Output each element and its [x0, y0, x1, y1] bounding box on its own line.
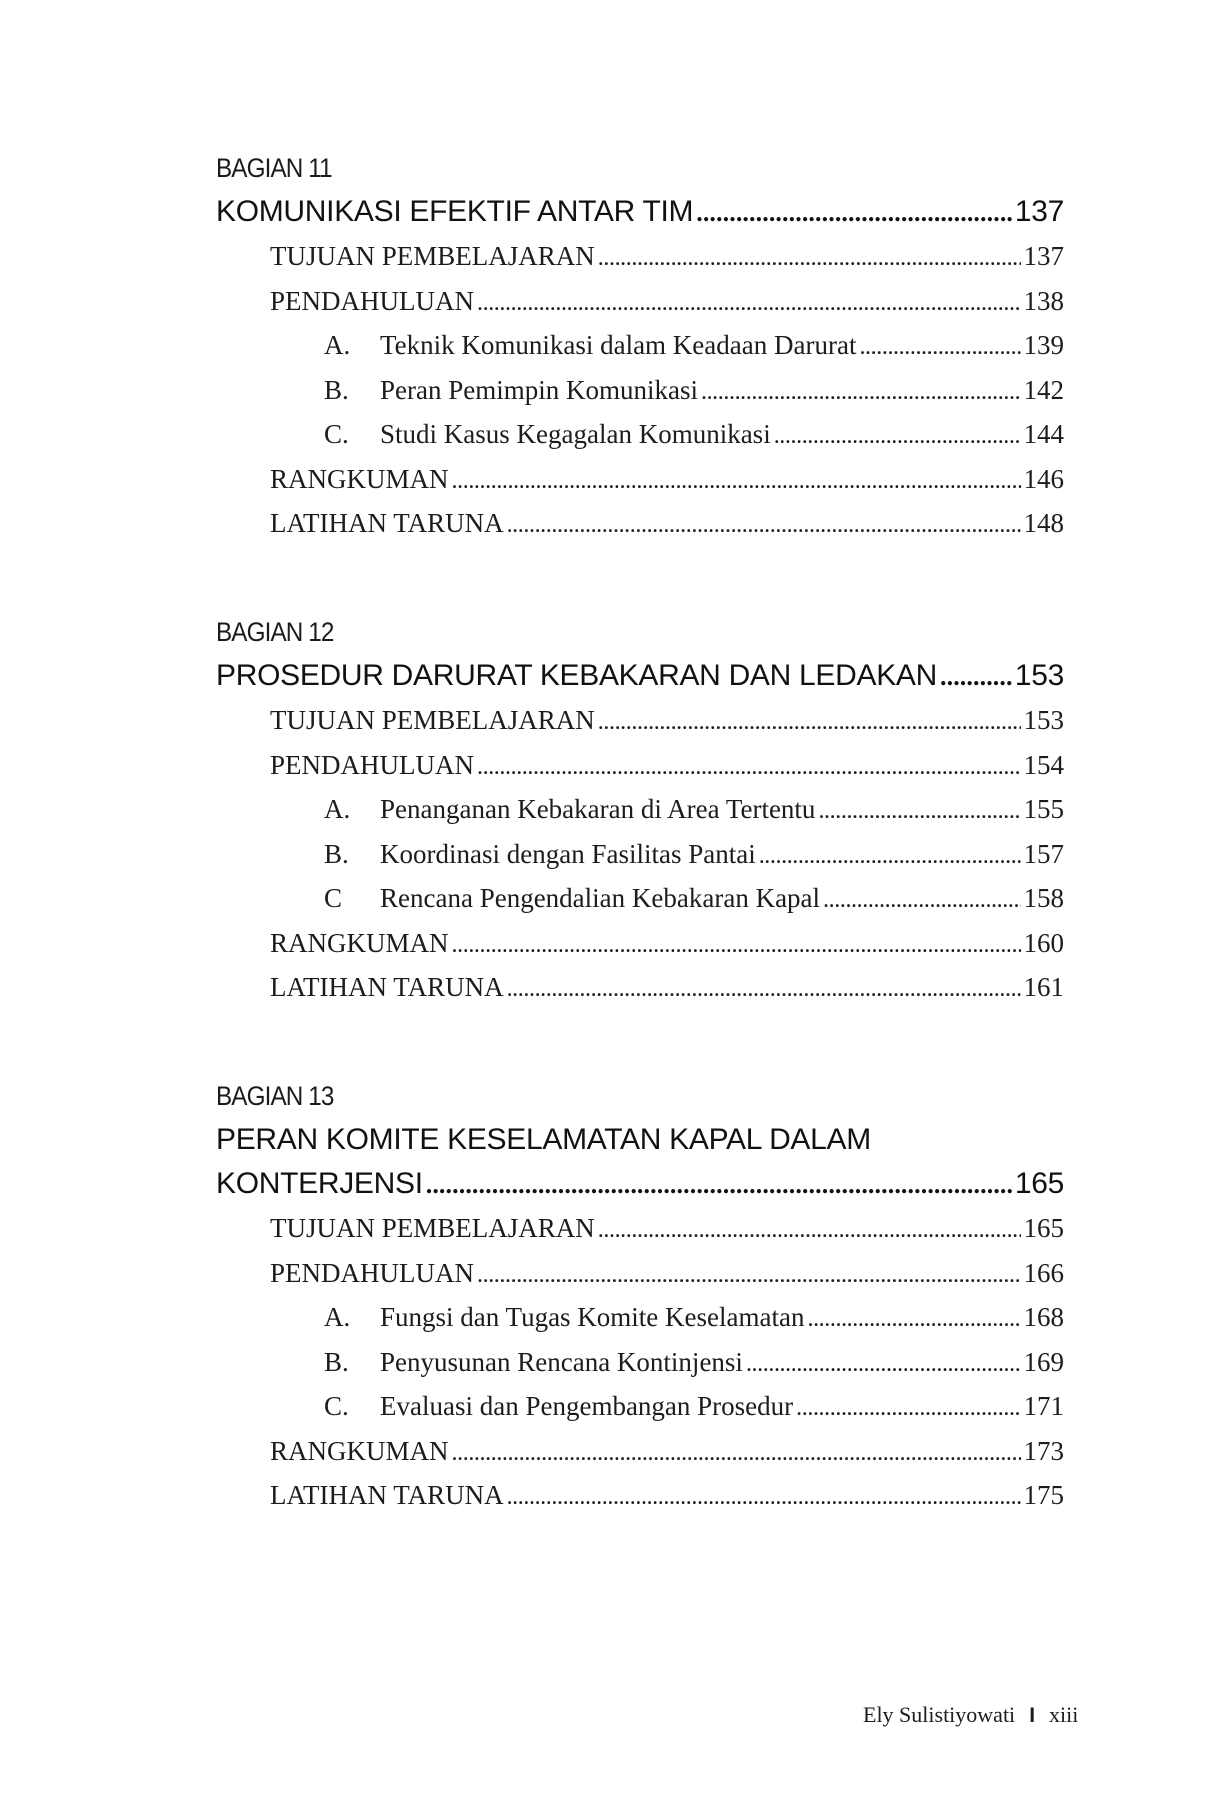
dot-leader: [823, 878, 1020, 923]
dot-leader: [796, 1386, 1020, 1431]
toc-subentry[interactable]: [216, 412, 1064, 457]
section-heading-line-1[interactable]: [216, 1118, 1064, 1162]
toc-entry[interactable]: [216, 1251, 1064, 1296]
entry-page-number: 173: [1023, 1435, 1064, 1466]
entry-title: Evaluasi dan Pengembangan Prosedur: [380, 1391, 794, 1421]
entry-page-number: 137: [1023, 241, 1064, 271]
entry-letter: B.: [324, 838, 349, 869]
entry-page-number: 157: [1023, 838, 1064, 869]
section-title: KOMUNIKASI EFEKTIF ANTAR TIM: [216, 195, 694, 228]
dot-leader: [507, 503, 1021, 548]
dot-leader: [598, 1208, 1021, 1253]
entry-page-number: 155: [1023, 794, 1064, 824]
entry-page-number: 153: [1023, 705, 1064, 735]
entry-title: Penanganan Kebakaran di Area Tertentu: [380, 794, 816, 824]
entry-page-number: 144: [1023, 419, 1064, 449]
dot-leader: [477, 281, 1021, 326]
entry-page-number: 165: [1023, 1213, 1064, 1243]
entry-title: LATIHAN TARUNA: [270, 972, 504, 1002]
entry-title: LATIHAN TARUNA: [270, 1480, 504, 1510]
toc-subentry[interactable]: [216, 1340, 1064, 1385]
entry-page-number: 146: [1023, 463, 1064, 494]
entry-letter: A.: [324, 1302, 351, 1332]
entry-title: RANGKUMAN: [270, 463, 449, 494]
entry-page-number: 175: [1023, 1480, 1064, 1510]
dot-leader: [507, 967, 1021, 1012]
section-heading[interactable]: [216, 1162, 1064, 1206]
entry-title: Koordinasi dengan Fasilitas Pantai: [380, 838, 756, 869]
dot-leader: [598, 700, 1021, 745]
toc-entry[interactable]: [216, 279, 1064, 324]
section-title: PROSEDUR DARURAT KEBAKARAN DAN LEDAKAN: [216, 659, 937, 692]
section-page-number: 153: [1014, 659, 1064, 692]
toc-subentry[interactable]: [216, 323, 1064, 368]
toc-entry[interactable]: [216, 457, 1064, 502]
section-title-line-2: KONTERJENSI: [216, 1167, 423, 1200]
entry-letter: C: [324, 883, 343, 913]
entry-page-number: 168: [1023, 1302, 1064, 1332]
entry-title: Teknik Komunikasi dalam Keadaan Darurat: [380, 330, 857, 360]
dot-leader: [477, 745, 1021, 790]
dot-leader: [807, 1297, 1020, 1342]
dot-leader: [701, 370, 1021, 415]
dot-leader: [774, 414, 1021, 459]
dot-leader: [746, 1342, 1021, 1387]
entry-title: RANGKUMAN: [270, 1435, 449, 1466]
toc-entry[interactable]: [216, 698, 1064, 743]
entry-page-number: 160: [1023, 927, 1064, 958]
entry-page-number: 161: [1023, 972, 1064, 1002]
dot-leader: [598, 236, 1021, 281]
dot-leader: [452, 1431, 1021, 1476]
entry-page-number: 138: [1023, 285, 1064, 316]
entry-title: PENDAHULUAN: [270, 1257, 474, 1288]
entry-letter: B.: [324, 374, 349, 405]
footer-separator: I: [1029, 1704, 1036, 1727]
toc-entry[interactable]: [216, 743, 1064, 788]
dot-leader: [859, 325, 1020, 370]
entry-letter: B.: [324, 1346, 349, 1377]
dot-leader: [452, 923, 1021, 968]
entry-title: Fungsi dan Tugas Komite Keselamatan: [380, 1302, 805, 1332]
entry-letter: C.: [324, 1391, 349, 1421]
entry-page-number: 158: [1023, 883, 1064, 913]
section-label: BAGIAN 11: [216, 153, 332, 183]
toc-subentry[interactable]: [216, 787, 1064, 832]
dot-leader: [477, 1253, 1021, 1298]
toc-subentry[interactable]: [216, 1384, 1064, 1429]
entry-letter: C.: [324, 419, 349, 449]
entry-title: Penyusunan Rencana Kontinjensi: [380, 1346, 743, 1377]
dot-leader: [426, 1163, 1012, 1207]
footer-page-number: xiii: [1049, 1702, 1079, 1727]
toc-subentry[interactable]: [216, 1295, 1064, 1340]
entry-title: TUJUAN PEMBELAJARAN: [270, 1213, 595, 1243]
dot-leader: [696, 191, 1012, 235]
entry-page-number: 166: [1023, 1257, 1064, 1288]
toc-entry[interactable]: [216, 234, 1064, 279]
section-label: BAGIAN 13: [216, 1081, 334, 1111]
entry-title: TUJUAN PEMBELAJARAN: [270, 705, 595, 735]
entry-page-number: 148: [1023, 508, 1064, 538]
entry-title: Studi Kasus Kegagalan Komunikasi: [380, 419, 771, 449]
section-page-number: 137: [1014, 195, 1064, 228]
section-page-number: 165: [1014, 1167, 1064, 1200]
section-title-line-1: PERAN KOMITE KESELAMATAN KAPAL DALAM: [216, 1123, 871, 1156]
toc-entry[interactable]: [216, 1473, 1064, 1518]
entry-page-number: 139: [1023, 330, 1064, 360]
footer-author: Ely Sulistiyowati: [863, 1702, 1016, 1727]
toc-subentry[interactable]: [216, 876, 1064, 921]
entry-letter: A.: [324, 330, 351, 360]
toc-section: [216, 610, 1064, 1010]
toc-section: [216, 1074, 1064, 1518]
entry-page-number: 169: [1023, 1346, 1064, 1377]
toc-entry[interactable]: [216, 1206, 1064, 1251]
entry-letter: A.: [324, 794, 351, 824]
dot-leader: [452, 459, 1021, 504]
dot-leader: [940, 655, 1012, 699]
entry-title: Peran Pemimpin Komunikasi: [380, 374, 698, 405]
entry-title: PENDAHULUAN: [270, 749, 474, 780]
entry-page-number: 142: [1023, 374, 1064, 405]
toc-entry[interactable]: [216, 1429, 1064, 1474]
entry-title: Rencana Pengendalian Kebakaran Kapal: [380, 883, 821, 913]
entry-title: RANGKUMAN: [270, 927, 449, 958]
entry-page-number: 171: [1023, 1391, 1064, 1421]
section-heading[interactable]: [216, 190, 1064, 234]
dot-leader: [818, 789, 1020, 834]
dot-leader: [507, 1475, 1021, 1520]
toc-entry[interactable]: [216, 501, 1064, 546]
toc-entry[interactable]: [216, 921, 1064, 966]
entry-page-number: 154: [1023, 749, 1064, 780]
entry-title: TUJUAN PEMBELAJARAN: [270, 241, 595, 271]
toc-section: [216, 146, 1064, 546]
toc-subentry[interactable]: [216, 832, 1064, 877]
entry-title: LATIHAN TARUNA: [270, 508, 504, 538]
entry-title: PENDAHULUAN: [270, 285, 474, 316]
toc-subentry[interactable]: [216, 368, 1064, 413]
section-heading[interactable]: [216, 654, 1064, 698]
toc-entry[interactable]: [216, 965, 1064, 1010]
page-footer: [863, 1702, 1078, 1728]
dot-leader: [759, 834, 1021, 879]
section-label: BAGIAN 12: [216, 617, 334, 647]
